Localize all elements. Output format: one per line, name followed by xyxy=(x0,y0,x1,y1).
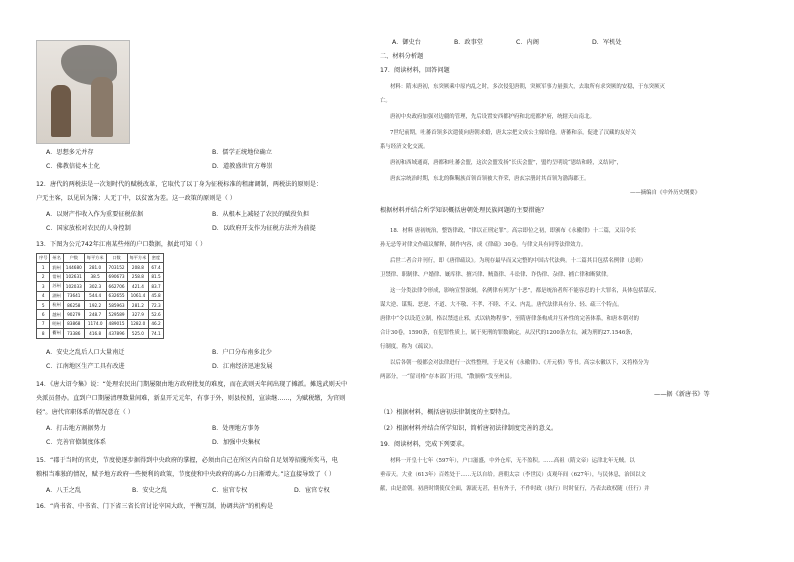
table-cell: 明州 xyxy=(50,319,63,328)
table-cell: 4 xyxy=(37,291,50,300)
q13-stem: 13．下图为公元742年江南某些州的户口数据，据此可知（ ） xyxy=(36,241,207,248)
q11-option-b: B．儒学正统地位确立 xyxy=(212,149,272,156)
table-header-cell: 口数 xyxy=(106,254,127,263)
table-cell: 83868 xyxy=(63,319,84,328)
q17-material-line: 系与经济文化交流。 xyxy=(380,144,429,150)
q18-material-line: 谋大逆、谋叛、恶逆、不道、大不敬、不孝、不睦、不义、内乱。唐代法律具有分、轻、疏三个特点。 xyxy=(380,302,623,308)
table-cell: 690673 xyxy=(106,272,127,281)
q15-option-c: C．宦官专权 xyxy=(212,487,248,494)
q18-material-line: 后世二者合并刊行，即《唐律疏议》。为现存最早而又完整的中国古代法典。十二篇其目包括名例律（总则） xyxy=(390,258,647,264)
q12-option-b: B．从根本上减轻了农民的赋役负担 xyxy=(212,211,310,218)
q17-material-line: 唐初中央政府加强对边疆的管理，先后设置安西都护府和北庭都护府，统辖天山南北。 xyxy=(390,114,595,120)
table-cell: 苏州 xyxy=(50,282,63,291)
q14-stem-line3: 轻”。唐代官职体系的情况意在（ ） xyxy=(36,409,134,416)
q16-option-a: A．御史台 xyxy=(392,39,421,46)
table-cell: 5 xyxy=(37,300,50,309)
table-cell: 81.5 xyxy=(149,272,163,281)
table-header-cell: 户数 xyxy=(63,254,84,263)
q18-question-1: （1）根据材料，概括唐初法律制度的主要特点。 xyxy=(380,409,514,416)
q14-stem-line2: 央派员督办。直到户口期屡清理数量间难，新皇开元元年，有事于外，则县按照，宣读继……，为赋税缴，为官则 xyxy=(36,395,346,402)
q17-source: ——摘编自《中外历史纲要》 xyxy=(630,190,701,196)
table-row xyxy=(37,282,164,291)
q19-stem: 19．阅读材料，完成下列要求。 xyxy=(380,441,469,448)
q15-stem-line2: 粮相当难独的情况，赋予地方政府一些便利的政策，节度使和中央政府的离心力日渐增大。”这直接导致了（ ） xyxy=(36,471,336,478)
table-cell: 67.4 xyxy=(149,263,163,272)
table-cell: 1174.0 xyxy=(84,319,106,328)
q17-material-line: 唐初和西域通商，唐都和吐蕃会盟，这次会盟发扬“长庆会盟”，盟约呈明说“恩结和睦，义结同”， xyxy=(390,160,623,166)
table-cell: 632655 xyxy=(106,291,127,300)
q17-material-line: 材料：隋末唐初，东突厥乘中原内乱之时，多次侵犯唐朝，突厥军事力量强大，去取所有求突厥的安稳，于东突厥灭 xyxy=(390,84,665,90)
q17-material-line: 亡。 xyxy=(380,98,391,104)
table-cell: 302.3 xyxy=(84,282,106,291)
q19-material-line: 材料一开皇十七年（597年），户口滋盛，中外仓库，无不盈积。……高祖（隋文帝）运津北年无贼。以 xyxy=(390,458,635,464)
table-cell: 662706 xyxy=(106,282,127,291)
table-cell: 38.5 xyxy=(84,272,106,281)
table-cell: 86258 xyxy=(63,300,84,309)
q14-option-d: D．加强中央集权 xyxy=(212,439,261,446)
table-cell: 525.0 xyxy=(127,329,149,338)
table-header-row xyxy=(37,254,164,263)
table-cell: 3 xyxy=(37,282,50,291)
q11-option-a: A．思想多元并存 xyxy=(46,149,94,156)
table-header-cell: 每平方米 xyxy=(127,254,149,263)
q13-option-a: A．安史之乱后人口大量南迁 xyxy=(46,349,125,356)
q18-material-line: 行制度，称为《疏议》。 xyxy=(380,344,437,350)
table-cell: 湖州 xyxy=(50,291,63,300)
q15-option-a: A．八王之乱 xyxy=(46,487,82,494)
q15-stem-line1: 15．“郡于当时的官吏，节度使逐步据得到中央政府的掌握，必须由自己在所区内自给自足划筹招揽所奖马，电 xyxy=(36,457,338,464)
table-cell: 72.3 xyxy=(149,300,163,309)
table-cell: 74.1 xyxy=(149,329,163,338)
table-cell: 258.8 xyxy=(127,272,149,281)
table-cell: 281.0 xyxy=(84,263,106,272)
table-row xyxy=(37,329,164,338)
q18-material-line: 两部分，一“留司格”存本部门行用，“散颁格”发至州县。 xyxy=(380,374,516,380)
table-cell: 437896 xyxy=(106,329,127,338)
table-row xyxy=(37,263,164,272)
table-cell: 45.8 xyxy=(149,291,163,300)
table-cell: 1 xyxy=(37,263,50,272)
table-cell: 1282.0 xyxy=(127,319,149,328)
q11-option-c: C．佛教信徒本土化 xyxy=(46,163,100,170)
table-cell: 6 xyxy=(37,310,50,319)
table-cell: 46.2 xyxy=(149,319,163,328)
table-cell: 73641 xyxy=(63,291,84,300)
table-cell: 327.9 xyxy=(127,310,149,319)
table-cell: 2 xyxy=(37,272,50,281)
table-cell: 73386 xyxy=(63,329,84,338)
table-cell: 102631 xyxy=(63,272,84,281)
q13-option-b: B．户口分布南多北少 xyxy=(212,349,272,356)
table-cell: 90279 xyxy=(63,310,84,319)
q15-option-b: B．安史之乱 xyxy=(132,487,168,494)
table-row xyxy=(37,319,164,328)
table-cell: 489015 xyxy=(106,319,127,328)
table-row xyxy=(37,310,164,319)
table-row xyxy=(37,300,164,309)
q16-option-b: B．政事堂 xyxy=(454,39,483,46)
table-cell: 杭州 xyxy=(50,300,63,309)
q18-source: ——据《新唐书》等 xyxy=(654,391,710,398)
table-header-cell: 序号 xyxy=(37,254,50,263)
table-cell: 52.6 xyxy=(149,310,163,319)
q16-stem: 16．“尚书省、中书省、门下省三省长官讨论宰国大政，平衡互制，协调共济”的机构是 xyxy=(36,503,274,510)
q18-material-line: 18．材料 唐初统治，整饬律政，“律以正刑定罪”。高宗即位之初，即颁布《永徽律》十二篇，又诏令长 xyxy=(390,228,636,234)
q18-material-line: 唐律中“令以设范立制，格以禁违止邪，式以轨物程事”，至隋唐律条构成并互补性的完善体系，和唐本朝对的 xyxy=(380,316,639,322)
table-cell: 常州 xyxy=(50,272,63,281)
q14-option-a: A．打击地方割据势力 xyxy=(46,425,106,432)
table-cell: 208.8 xyxy=(127,263,149,272)
q16-option-d: D．军机处 xyxy=(592,39,622,46)
table-header-cell: 密度 xyxy=(149,254,163,263)
q18-material-line: 孙无忌等对律文作疏议解释，制作内容，成《律疏》30卷。与律文具有同等法律效力。 xyxy=(380,242,587,248)
q18-material-line: 卫禁律、职制律、户婚律、厩库律、擅兴律、贼盗律、斗讼律、诈伪律、杂律、捕亡律和断狱律。 xyxy=(380,272,612,278)
table-row xyxy=(37,272,164,281)
q18-material-line: 以后各朝一般都会对法律进行一次性整理，于是又有《永徽律》、《开元格》等书。高宗永徽以下，又将格分为 xyxy=(390,360,649,366)
table-cell: 529589 xyxy=(106,310,127,319)
q18-material-line: 这一分类法律令形成，影响宣誓深刻。名例律有列为“十恶”，都是统治者所不能容忍的十大罪名，具体包括谋反、 xyxy=(390,288,660,294)
table-cell: 703152 xyxy=(106,263,127,272)
section-title: 二、材料分析题 xyxy=(380,53,424,60)
table-cell: 102033 xyxy=(63,282,84,291)
table-cell: 润州 xyxy=(50,263,63,272)
table-cell: 越州 xyxy=(50,310,63,319)
q14-stem-line1: 14．《唐大诏令集》说：“处理农民出门期屡限由地方政府批复的难度，而在武则天年间出现了摊派。摊选武则天中 xyxy=(36,381,348,388)
table-cell: 1061.4 xyxy=(127,291,149,300)
table-cell: 192.2 xyxy=(84,300,106,309)
q12-stem-line2: 户无主客，以见居为簿；人无丁中，以贫富为差。这一政策的原则是（ ） xyxy=(36,195,236,202)
table-header-cell: 每平方米 xyxy=(84,254,106,263)
q17-material-line: 7世纪前期，吐蕃首领多次遣使向唐朝求婚，唐太宗把文成公主嫁给他。唐蕃和亲，促进了汉藏的友好关 xyxy=(390,130,637,136)
q12-option-d: D．以政府开支作为征税方法并为前提 xyxy=(212,225,316,232)
q17-question: 根据材料并结合所学知识概括唐朝处理民族问题的主要措施？ xyxy=(380,207,548,214)
table-cell: 421.4 xyxy=(127,282,149,291)
q15-option-d: D．宦官专权 xyxy=(294,487,330,494)
q11-option-d: D．道教盛世官方尊崇 xyxy=(212,163,273,170)
q19-material-line: 献，由是盈朝。初唐时期使仪全面，源流无甚，但有外于，不作时政（执行）时时征行，乃表去政权随（任行）并 xyxy=(380,486,650,492)
table-cell: 248.7 xyxy=(84,310,106,319)
q12-stem-line1: 12．唐代的两税法是一次划时代的赋税改革，它取代了以丁身为征税标准的租庸调制，两税法的原则是： xyxy=(36,181,323,188)
q16-option-c: C．内阁 xyxy=(516,39,539,46)
q14-option-c: C．完善官僚制度体系 xyxy=(46,439,107,446)
q14-option-b: B．处理地方事务 xyxy=(212,425,260,432)
q18-material-line: 合计30卷，1590条，在犯罪性质上，属于死刑的罪数确定，从汉代的1200条左右，减为刑的27.1546条， xyxy=(380,330,637,336)
table-cell: 144680 xyxy=(63,263,84,272)
q17-stem: 17．阅读材料，回答问题 xyxy=(380,67,450,74)
table-cell: 544.4 xyxy=(84,291,106,300)
table-row xyxy=(37,291,164,300)
table-header-cell: 州名 xyxy=(50,254,63,263)
table-cell: 281.2 xyxy=(127,300,149,309)
table-cell: 8 xyxy=(37,329,50,338)
table-cell: 衢州 xyxy=(50,329,63,338)
population-table xyxy=(36,253,164,339)
q18-question-2: （2）根据材料并结合所学知识，简析唐初法律制度完善的意义。 xyxy=(380,425,558,432)
table-cell: 83.7 xyxy=(149,282,163,291)
q13-option-d: D．江南经济迅速发展 xyxy=(212,363,273,370)
q17-material-line: 唐玄宗统治时期，东北的靺鞨族首领首领被大祚荣，唐玄宗册封其首领为渤海郡王。 xyxy=(390,176,590,182)
q13-option-c: C．江南地区生产工具有改进 xyxy=(46,363,125,370)
table-cell: 416.8 xyxy=(84,329,106,338)
q12-option-a: A．以财产作收入作为重要征税依据 xyxy=(46,211,144,218)
q12-option-c: C．国家放松对农民的人身控制 xyxy=(46,225,131,232)
painting-image xyxy=(36,40,130,144)
table-cell: 585963 xyxy=(106,300,127,309)
q19-material-line: 垂帝天。大业（613年）百姓处于……无以自给。唐朝太宗（李世民）贞观年间（627年），与民休息，治国以文 xyxy=(380,472,646,478)
table-cell: 7 xyxy=(37,319,50,328)
